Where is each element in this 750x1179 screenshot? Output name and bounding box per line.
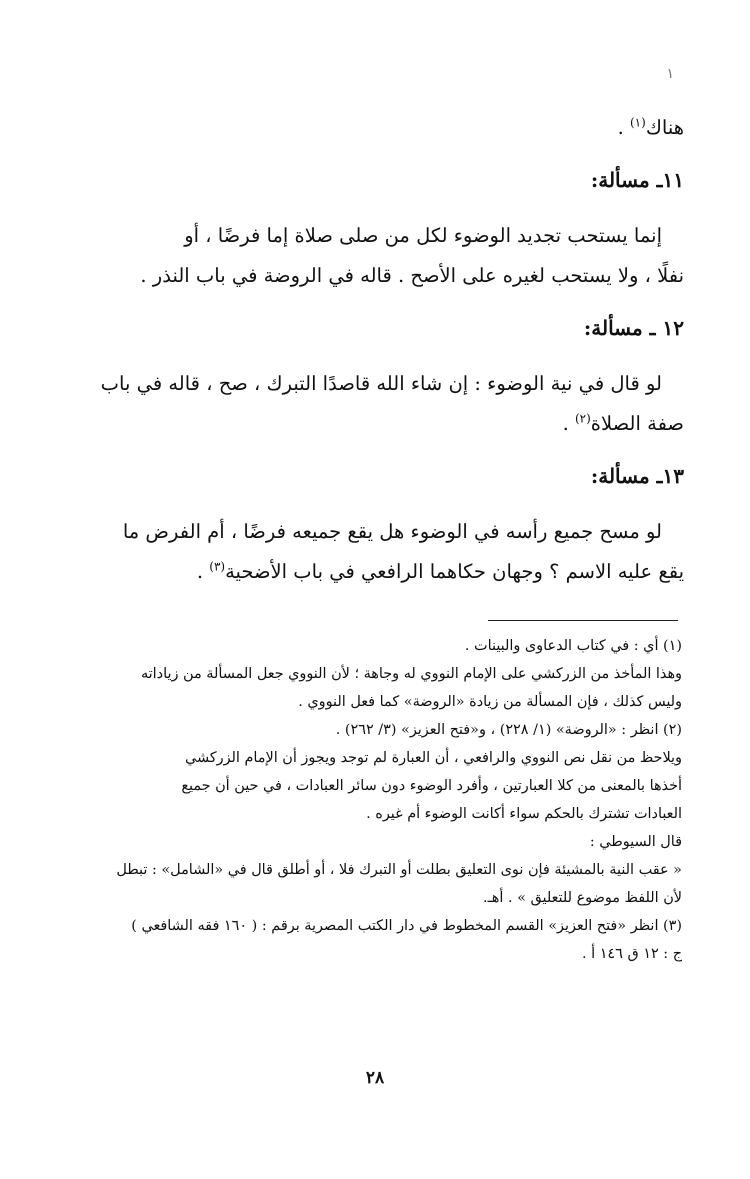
footnote-line: (٣) انظر «فتح العزيز» القسم المخطوط في دار الكتب المصرية برقم : ( ١٦٠ فقه الشافعي ) bbox=[131, 918, 682, 934]
corner-mark: ١ bbox=[666, 66, 674, 82]
issue-12-heading: ١٢ ـ مسألة: bbox=[583, 316, 684, 340]
issue-13-line-2-end: . bbox=[196, 560, 210, 583]
issue-12-line-2 bbox=[64, 404, 684, 444]
footnote-line: ويلاحظ من نقل نص النووي والرافعي ، أن العبارة لم توجد ويجوز أن الإمام الزركشي bbox=[184, 750, 682, 766]
footnote-ref-1[interactable]: (١) bbox=[629, 115, 646, 130]
footnote-line: وهذا المأخذ من الزركشي على الإمام النووي له وجاهة ؛ لأن النووي جعل المسألة من زياداته bbox=[140, 666, 682, 682]
issue-11-line-2: نفلًا ، ولا يستحب لغيره على الأصح . قاله في الروضة في باب النذر . bbox=[140, 264, 684, 287]
footnote-ref-2[interactable]: (٢) bbox=[574, 411, 591, 426]
footnote-line: قال السيوطي : bbox=[589, 834, 682, 850]
footnote-line: (١) أي : في كتاب الدعاوى والبينات . bbox=[464, 638, 682, 654]
main-text bbox=[64, 108, 684, 592]
issue-11-heading: ١١ـ مسألة: bbox=[590, 168, 684, 192]
issue-13-line-2 bbox=[64, 552, 684, 592]
issue-11-line-1: إنما يستحب تجديد الوضوء لكل من صلى صلاة إما فرضًا ، أو bbox=[184, 224, 662, 247]
footnote-line: « عقب النية بالمشيئة فإن نوى التعليق بطلت أو التبرك فلا ، أو أطلق قال في «الشامل» : تبطل bbox=[116, 862, 682, 878]
footnote-ref-3[interactable]: (٣) bbox=[209, 559, 226, 574]
issue-13-line-2-text: يقع عليه الاسم ؟ وجهان حكاهما الرافعي في باب الأضحية bbox=[225, 560, 684, 583]
footnote-separator bbox=[488, 620, 678, 621]
intro-text: هناك bbox=[645, 116, 684, 139]
intro-end: . bbox=[617, 116, 630, 139]
footnotes bbox=[62, 632, 682, 968]
footnote-line: (٢) انظر : «الروضة» (١/ ٢٢٨) ، و«فتح العزيز» (٣/ ٢٦٢) . bbox=[335, 722, 682, 738]
footnote-line: لأن اللفظ موضوع للتعليق » . أهـ. bbox=[483, 890, 682, 906]
issue-13-line-1: لو مسح جميع رأسه في الوضوء هل يقع جميعه فرضًا ، أم الفرض ما bbox=[122, 520, 662, 543]
issue-12-line-2-end: . bbox=[562, 412, 575, 435]
footnote-line: أخذها بالمعنى من كلا العبارتين ، وأفرد الوضوء دون سائر العبادات ، في حين أن جميع bbox=[181, 778, 682, 794]
issue-12-line-2-text: صفة الصلاة bbox=[590, 412, 684, 435]
page-number: ٢٨ bbox=[365, 1068, 385, 1088]
footnote-line: العبادات تشترك بالحكم سواء أكانت الوضوء أم غيره . bbox=[366, 806, 682, 822]
intro-paragraph bbox=[64, 108, 684, 148]
issue-12-line-1: لو قال في نية الوضوء : إن شاء الله قاصدًا التبرك ، صح ، قاله في باب bbox=[100, 372, 662, 395]
issue-13-heading: ١٣ـ مسألة: bbox=[590, 464, 684, 488]
footnote-line: وليس كذلك ، فإن المسألة من زيادة «الروضة» كما فعل النووي . bbox=[298, 694, 682, 710]
footnote-line: ج : ١٢ ق ١٤٦ أ . bbox=[581, 946, 682, 962]
